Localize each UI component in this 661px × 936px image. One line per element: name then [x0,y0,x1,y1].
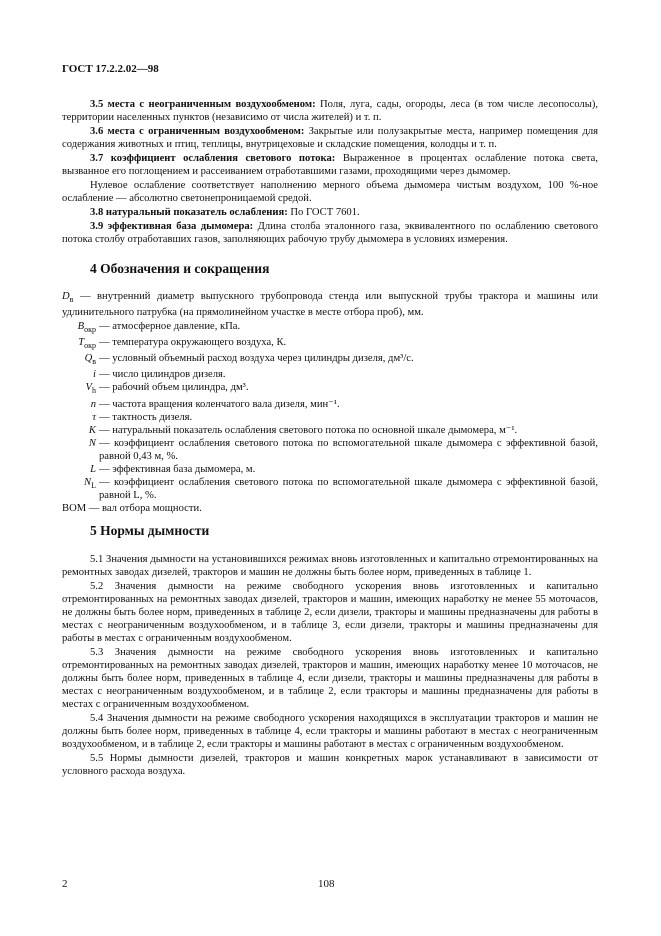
symbol-row [62,368,598,381]
document-header: ГОСТ 17.2.2.02—98 [62,63,159,75]
symbol-row [62,437,598,463]
page-number-center: 108 [318,878,335,890]
norm-paragraph: 5.4 Значения дымности на режиме свободного ускорения находящихся в эксплуатации тракторов и машин не должны быть более норм, приведенных в таблице 4, если тракторы и машины работают в местах с неограниченным воздухообменом, и в таблице 2, если тракторы и машины работают в местах с ограниченным воздухообменом. [62,712,598,750]
symbol: K [88,424,96,436]
symbol-description: — рабочий объем цилиндра, дм³. [99,382,249,394]
norm-paragraph: 5.5 Нормы дымности дизелей, тракторов и машин конкретных марок устанавливают в зависимости от условного расхода воздуха. [62,752,598,777]
symbol-description: — натуральный показатель ослабления светового потока по основной шкале дымомера, м⁻¹. [99,424,518,436]
symbol-description: — атмосферное давление, кПа. [99,321,241,333]
definition-item: Нулевое ослабление соответствует наполнению мерного объема дымомера чистым воздухом, 100 %-ное ослабление — абсолютно светонепроницаемой средой. [62,180,598,204]
symbol: n [90,398,96,410]
definitions-list [62,98,598,246]
symbol: i [93,369,96,381]
page-content [62,98,598,779]
symbol-row [62,320,598,336]
symbol: L [90,463,96,475]
symbol-description: — коэффициент ослабления светового потока по вспомогательной шкале дымомера с эффективной базой, равной L, %. [99,476,598,501]
definition-item: 3.8 натуральный показатель ослабления: По ГОСТ 7601. [90,207,360,218]
definition-item: 3.6 места с ограниченным воздухообменом: Закрытые или полузакрытые места, например помещения для содержания животных и птиц, теплицы, внутрицеховые и складские помещения, колодцы и т. п. [62,126,598,150]
symbol-description: — частота вращения коленчатого вала дизеля, мин⁻¹. [99,398,340,410]
definition-item: 3.7 коэффициент ослабления светового потока: Выраженное в процентах ослабление потока света, вызванное его поглощением и рассеиванием отработавшими газами, проходящими через дымомер. [62,153,598,177]
page-number-left: 2 [62,878,68,890]
symbol-row [62,476,598,502]
section-4-heading: 4 Обозначения и сокращения [90,261,270,276]
norm-paragraph: 5.1 Значения дымности на установившихся режимах вновь изготовленных и капитально отремонтированных на ремонтных заводах дизелей, тракторов и машин не должны быть более норм, приведенных в таблице 1. [62,553,598,578]
symbol: $Q_в$ [84,353,96,367]
symbol: $V_h$ [85,382,96,396]
symbols-list [62,290,598,515]
symbol-first: $D_в$ — внутренний диаметр выпускного трубопровода стенда или выпускной трубы трактора и машины или удлинительного патрубка (на прямолинейном участке в месте отбора проб), мм. [62,291,598,319]
symbol-description: — температура окружающего воздуха, К. [99,337,287,349]
symbol-description: — коэффициент ослабления светового потока по вспомогательной шкале дымомера с эффективной базой, равной 0,43 м, %. [99,437,598,462]
symbol-description: — тактность дизеля. [99,411,193,423]
symbol-row [62,463,598,476]
symbol-row [62,411,598,424]
symbol: $T_{окр}$ [78,337,96,351]
symbol: N [88,437,96,449]
symbol-row [62,352,598,368]
symbol-row [62,424,598,437]
symbol: τ [92,411,96,423]
symbol-description: — число цилиндров дизеля. [99,369,226,381]
symbol-row [62,398,598,411]
symbol-last: ВОМ — вал отбора мощности. [62,502,202,514]
definition-item: 3.5 места с неограниченным воздухообменом: Поля, луга, сады, огороды, леса (в том числе лесопосолы), территории населенных пунктов (независимо от числа жителей) и т. п. [62,99,598,123]
definition-item: 3.9 эффективная база дымомера: Длина столба эталонного газа, эквивалентного по ослаблению светового потока столбу отработавших газов, заполняющих рабочую трубу дымомера в условиях измерения. [62,221,598,245]
section-5-heading: 5 Нормы дымности [90,522,210,538]
symbol-description: — эффективная база дымомера, м. [99,463,256,475]
symbol: $N_L$ [84,476,96,490]
symbol-row [62,336,598,352]
norm-paragraph: 5.3 Значения дымности на режиме свободного ускорения вновь изготовленных и капитально отремонтированных на ремонтных заводах дизелей, тракторов и машин, имеющих наработку менее 10 моточасов, не должны быть более норм, приведенных в таблице 4, если дизели, тракторы и машины предназначены для работы в местах с неограниченным воздухообменом, и в таблице 2, если тракторы и машины предназначены для работы в местах с ограниченным воздухообменом. [62,646,598,710]
norm-paragraph: 5.2 Значения дымности на режиме свободного ускорения вновь изготовленных и капитально отремонтированных на ремонтных заводах дизелей, тракторов и машин, имеющих наработку не менее 55 моточасов, не должны быть более норм, приведенных в таблице 2, если дизели, тракторы и машины предназначены для работы в местах с неограниченным воздухообменом, и в таблице 3, если дизели, тракторы и машины предназначены для работы в местах с ограниченным воздухообменом. [62,580,598,644]
section-5-paragraphs [62,553,598,778]
symbol: $B_{окр}$ [77,321,96,335]
symbol-row [62,381,598,397]
symbol-description: — условный объемный расход воздуха через цилиндры дизеля, дм³/с. [99,353,414,365]
